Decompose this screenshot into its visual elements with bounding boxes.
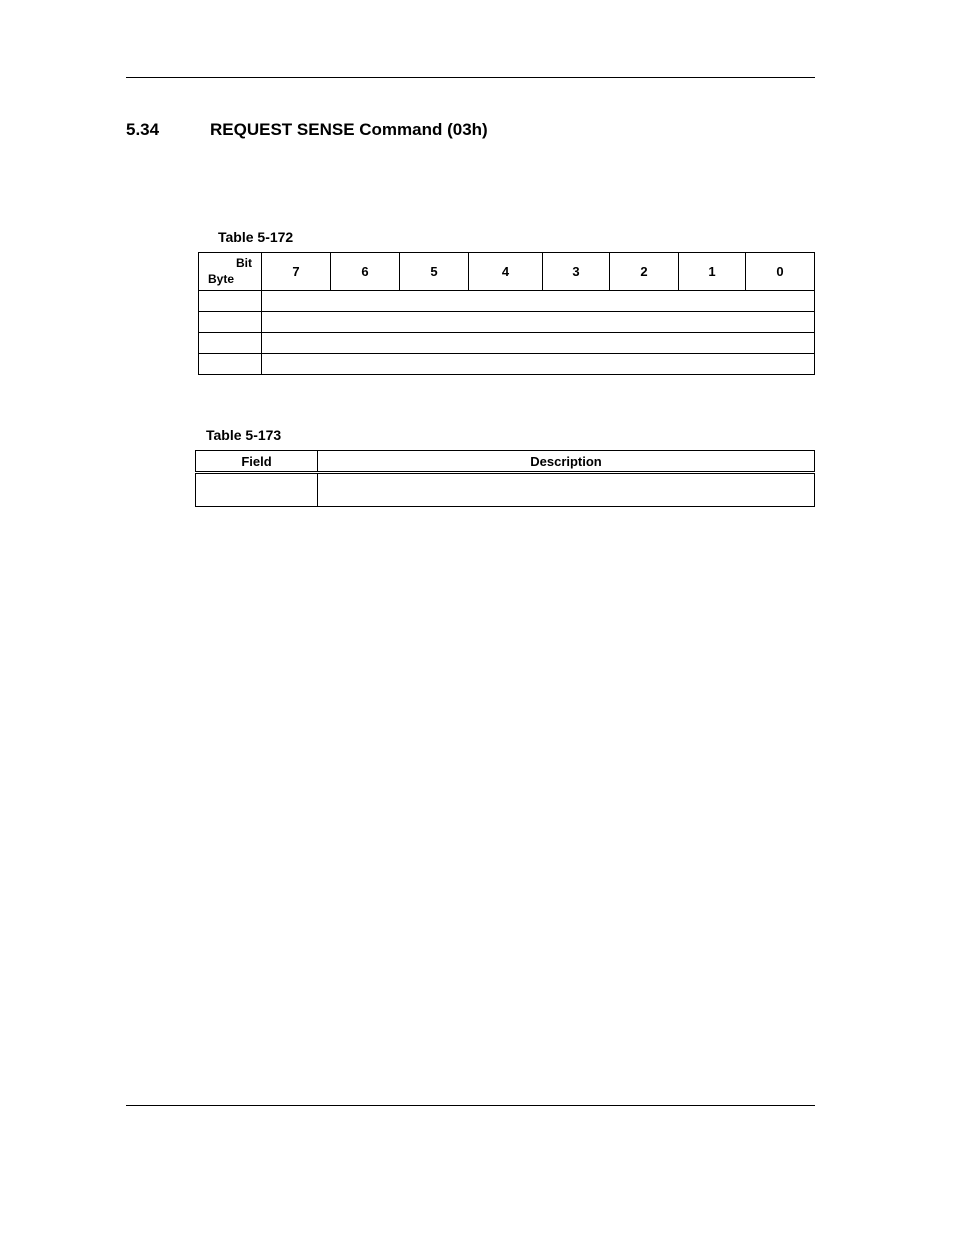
field-cell — [196, 473, 318, 507]
field-description-table — [195, 450, 815, 507]
bit-7-header: 7 — [262, 253, 331, 291]
byte-content-cell — [262, 291, 815, 312]
bit-4-header: 4 — [469, 253, 543, 291]
bit-1-header: 1 — [679, 253, 746, 291]
section-number: 5.34 — [126, 120, 160, 139]
bit-byte-cell — [199, 253, 262, 291]
table-row — [199, 333, 815, 354]
table-row — [199, 291, 815, 312]
table-header-row — [196, 451, 815, 473]
table-row — [199, 312, 815, 333]
cdb-table — [198, 252, 815, 375]
section-heading — [126, 120, 488, 140]
byte-number-cell — [199, 333, 262, 354]
description-column-header: Description — [318, 451, 815, 473]
table-row — [199, 354, 815, 375]
bit-0-header: 0 — [746, 253, 815, 291]
byte-number-cell — [199, 312, 262, 333]
table-173-caption: Table 5-173 — [206, 427, 282, 443]
footer-rule — [126, 1105, 815, 1106]
field-column-header: Field — [196, 451, 318, 473]
byte-content-cell — [262, 333, 815, 354]
bit-header-row — [199, 253, 815, 291]
byte-content-cell — [262, 312, 815, 333]
table-172-caption: Table 5-172 — [218, 229, 294, 245]
bit-6-header: 6 — [331, 253, 400, 291]
byte-number-cell — [199, 291, 262, 312]
section-title: REQUEST SENSE Command (03h) — [210, 120, 488, 139]
description-cell — [318, 473, 815, 507]
bit-5-header: 5 — [400, 253, 469, 291]
table-row — [196, 473, 815, 507]
bit-label: Bit — [236, 256, 252, 270]
bit-2-header: 2 — [610, 253, 679, 291]
byte-content-cell — [262, 354, 815, 375]
byte-label: Byte — [208, 272, 235, 286]
header-rule — [126, 77, 815, 78]
byte-number-cell — [199, 354, 262, 375]
bit-3-header: 3 — [543, 253, 610, 291]
